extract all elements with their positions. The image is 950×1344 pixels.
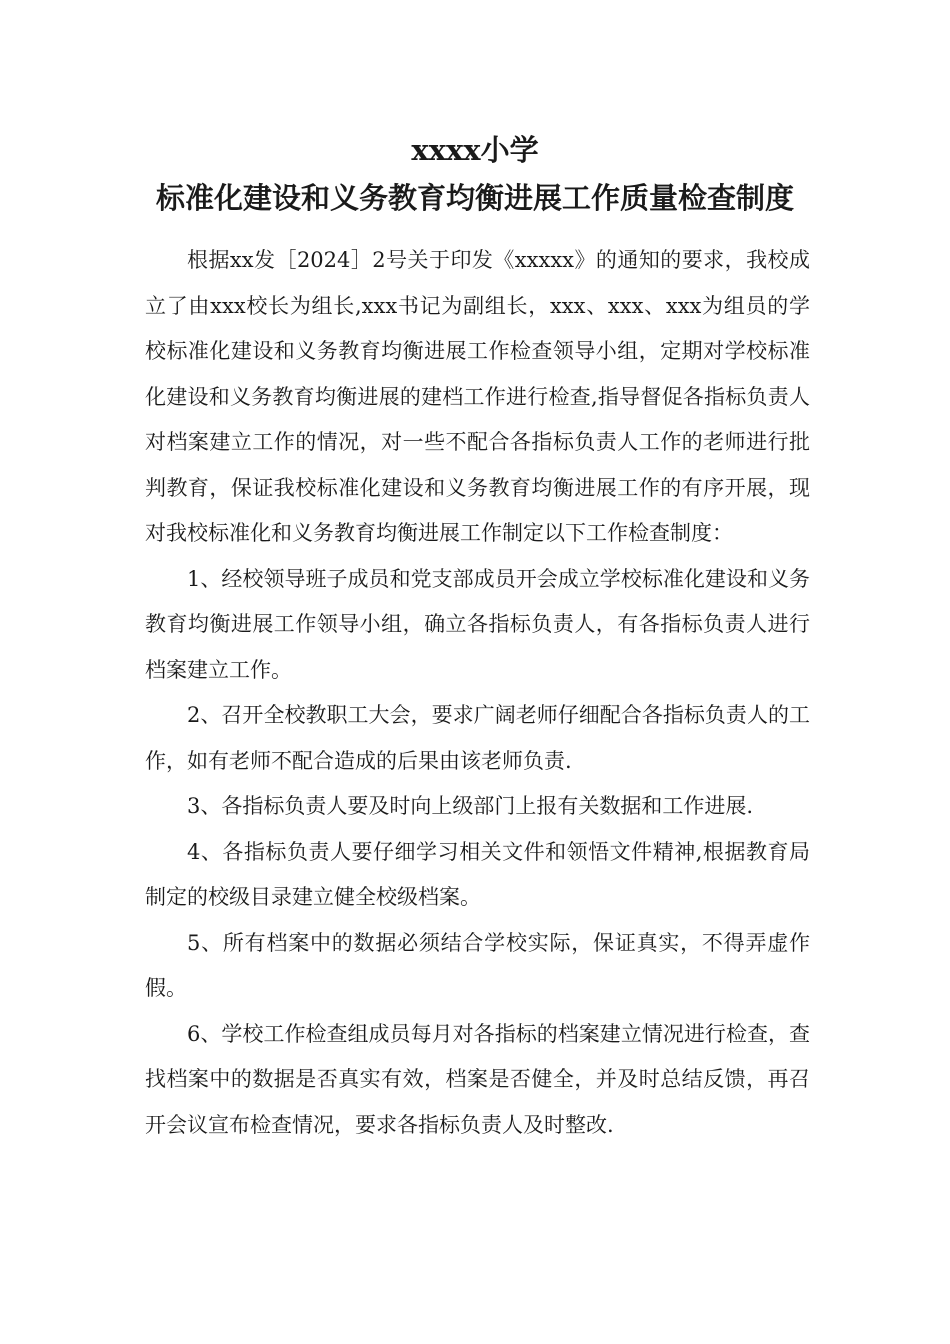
document-title: 标准化建设和义务教育均衡进展工作质量检查制度	[155, 181, 794, 215]
rule-paragraph-6: 6、学校工作检查组成员每月对各指标的档案建立情况进行检查，查找档案中的数据是否真实有效，档案是否健全，并及时总结反馈，再召开会议宣布检查情况，要求各指标负责人及时整改.	[145, 1021, 810, 1137]
rule-paragraph-2: 2、召开全校教职工大会，要求广阔老师仔细配合各指标负责人的工作，如有老师不配合造成的后果由该老师负责.	[145, 703, 810, 773]
rule-paragraph-3: 3、各指标负责人要及时向上级部门上报有关数据和工作进展.	[187, 794, 754, 818]
rule-paragraph-5: 5、所有档案中的数据必须结合学校实际，保证真实，不得弄虚作假。	[145, 930, 810, 1000]
intro-paragraph: 根据xx发［2024］2号关于印发《xxxxx》的通知的要求，我校成立了由xxx校长为组长,xxx书记为副组长，xxx、xxx、xxx为组员的学校标准化建设和义务教育均衡进展工作检查领导小组，定期对学校标准化建设和义务教育均衡进展的建档工作进行检查,指导督促各指标负责人对档案建立工作的情况，对一些不配合各指标负责人工作的老师进行批判教育，保证我校标准化建设和义务教育均衡进展工作的有序开展，现对我校标准化和义务教育均衡进展工作制定以下工作检查制度：	[145, 248, 810, 545]
document-body	[145, 238, 810, 1148]
rule-paragraph-4: 4、各指标负责人要仔细学习相关文件和领悟文件精神,根据教育局制定的校级目录建立健全校级档案。	[145, 839, 810, 909]
school-name-title: xxxx小学	[411, 133, 539, 167]
rule-paragraph-1: 1、经校领导班子成员和党支部成员开会成立学校标准化建设和义务教育均衡进展工作领导小组，确立各指标负责人，有各指标负责人进行档案建立工作。	[145, 566, 810, 682]
